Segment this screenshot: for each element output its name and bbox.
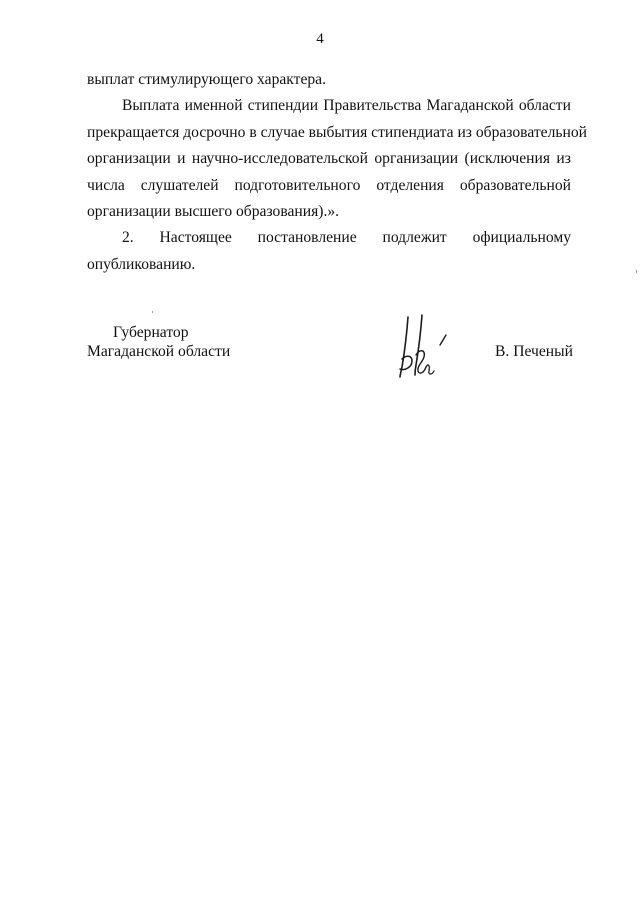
text-line: выплат стимулирующего характера. — [87, 71, 327, 88]
word: числа — [87, 176, 125, 194]
signatory-region: Магаданской области — [87, 343, 231, 360]
signatory-title — [87, 323, 230, 361]
word: Магаданской — [426, 97, 514, 114]
text-line-justified — [87, 173, 571, 200]
page-number: 4 — [316, 31, 324, 47]
word: подготовительного — [234, 176, 361, 194]
word: официальному — [472, 229, 571, 246]
word: области — [518, 97, 571, 114]
word: образовательной — [459, 176, 571, 194]
word: Правительства — [323, 97, 422, 114]
text-line-justified — [87, 146, 571, 173]
word: постановление — [257, 229, 357, 246]
paragraph-continuation — [87, 67, 571, 94]
scan-speck — [152, 311, 153, 313]
word: из — [556, 150, 571, 167]
word: именной — [184, 97, 243, 114]
text-line: прекращается досрочно в случае выбытия стипендиата из образовательной — [87, 123, 587, 141]
paragraph-publication — [87, 225, 571, 278]
word: отделения — [376, 176, 444, 194]
signatory-position: Губернатор — [113, 324, 189, 341]
signatory-name: В. Печеный — [495, 343, 573, 360]
text-line: опубликованию. — [87, 255, 196, 273]
word: слушателей — [140, 176, 219, 194]
word: организации — [374, 150, 459, 167]
clause-number: 2. — [122, 229, 134, 246]
text-line-justified — [87, 225, 571, 252]
paragraph-scholarship-termination — [87, 93, 587, 226]
word: Выплата — [122, 97, 180, 114]
word: (исключения — [464, 150, 550, 167]
word: стипендии — [247, 97, 319, 114]
scan-speck — [636, 270, 637, 273]
text-line — [87, 93, 571, 120]
text-line: организации высшего образования).». — [87, 203, 340, 220]
word: и — [177, 150, 186, 167]
word: Настоящее — [159, 229, 232, 246]
word: организации — [87, 150, 171, 167]
handwritten-signature — [388, 309, 458, 381]
word: научно-исследовательской — [191, 150, 368, 167]
word: подлежит — [382, 229, 447, 246]
